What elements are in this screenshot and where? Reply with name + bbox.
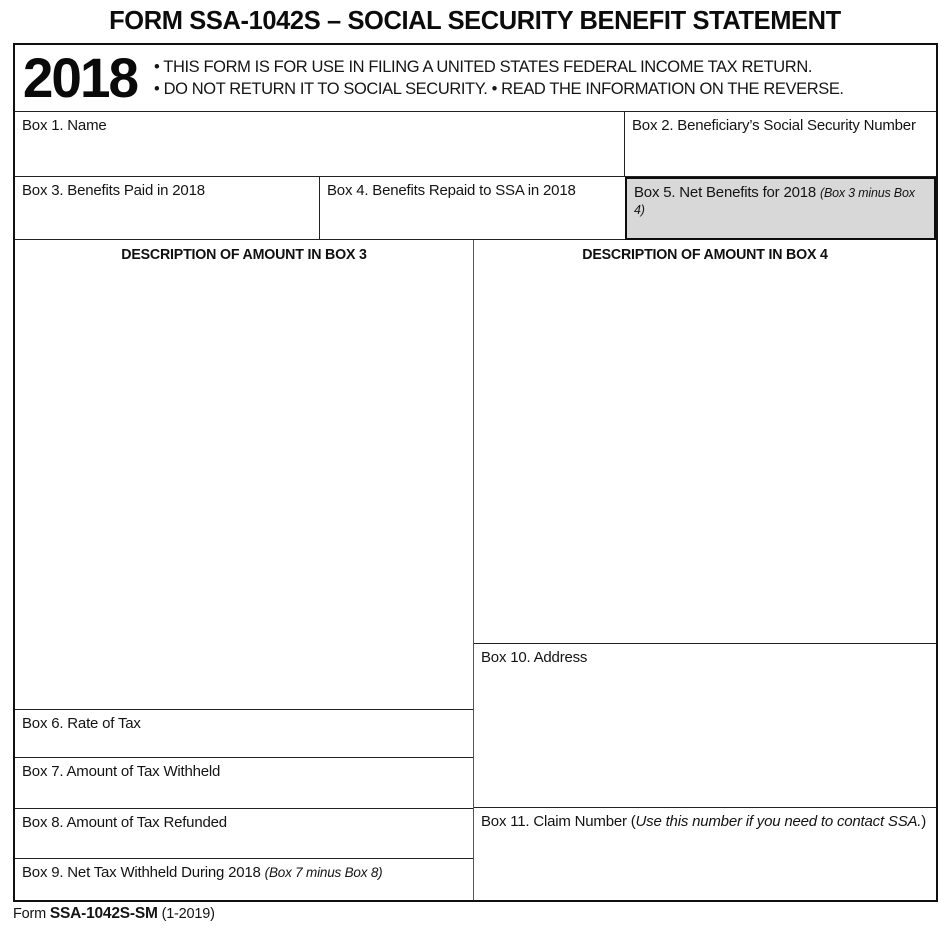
box3-description-area[interactable] [15, 270, 473, 709]
box6-label: Box 6. Rate of Tax [22, 715, 141, 732]
form-footer [13, 905, 215, 923]
box1-name-field[interactable] [15, 112, 625, 177]
box5-net-benefits-field[interactable] [625, 177, 936, 240]
box9-note: (Box 7 minus Box 8) [264, 865, 383, 880]
description-column-box4 [474, 240, 936, 900]
tax-year: 2018 [22, 46, 138, 109]
description-header-box4: DESCRIPTION OF AMOUNT IN BOX 4 [582, 247, 828, 263]
box5-note: (Box 3 minus Box 4) [634, 186, 915, 217]
box1-label: Box 1. Name [22, 117, 107, 134]
box9-label-text: Box 9. Net Tax Withheld During 2018 [22, 864, 261, 881]
notice-line-1: • THIS FORM IS FOR USE IN FILING A UNITED STATES FEDERAL INCOME TAX RETURN. [153, 57, 812, 76]
box5-label [627, 179, 934, 223]
box4-description-area[interactable] [474, 270, 936, 643]
box10-label: Box 10. Address [481, 649, 588, 666]
page-title: FORM SSA-1042S – SOCIAL SECURITY BENEFIT STATEMENT [109, 5, 841, 35]
notice-block [154, 56, 865, 100]
box3-benefits-paid-field[interactable] [15, 177, 320, 240]
box2-label: Box 2. Beneficiary’s Social Security Number [632, 117, 916, 134]
form-table [13, 43, 938, 902]
footer-prefix: Form [13, 906, 50, 922]
footer-form-number: SSA-1042S-SM [49, 905, 158, 922]
box11-label-suffix: ) [921, 813, 927, 830]
description-column-box3 [15, 240, 474, 900]
box8-label: Box 8. Amount of Tax Refunded [22, 814, 227, 831]
box11-note: Use this number if you need to contact SSA. [635, 813, 922, 830]
year-band [15, 45, 936, 112]
box11-claim-number-field[interactable] [474, 807, 936, 900]
box11-label [474, 808, 936, 835]
description-header-box3: DESCRIPTION OF AMOUNT IN BOX 3 [121, 247, 367, 263]
box4-label: Box 4. Benefits Repaid to SSA in 2018 [327, 182, 576, 199]
notice-line-2: • DO NOT RETURN IT TO SOCIAL SECURITY. • READ THE INFORMATION ON THE REVERSE. [153, 79, 844, 98]
box11-label-prefix: Box 11. Claim Number ( [481, 813, 636, 830]
box7-tax-withheld-field[interactable] [15, 757, 473, 808]
box2-ssn-field[interactable] [625, 112, 936, 177]
box10-address-field[interactable] [474, 643, 936, 807]
box9-label [15, 859, 473, 886]
box3-label: Box 3. Benefits Paid in 2018 [22, 182, 205, 199]
box6-rate-of-tax-field[interactable] [15, 709, 473, 757]
box7-label: Box 7. Amount of Tax Withheld [22, 763, 221, 780]
box5-label-text: Box 5. Net Benefits for 2018 [634, 184, 817, 201]
box8-tax-refunded-field[interactable] [15, 808, 473, 858]
box9-net-tax-withheld-field[interactable] [15, 858, 473, 900]
box4-benefits-repaid-field[interactable] [320, 177, 625, 240]
footer-revision: (1-2019) [157, 906, 215, 922]
